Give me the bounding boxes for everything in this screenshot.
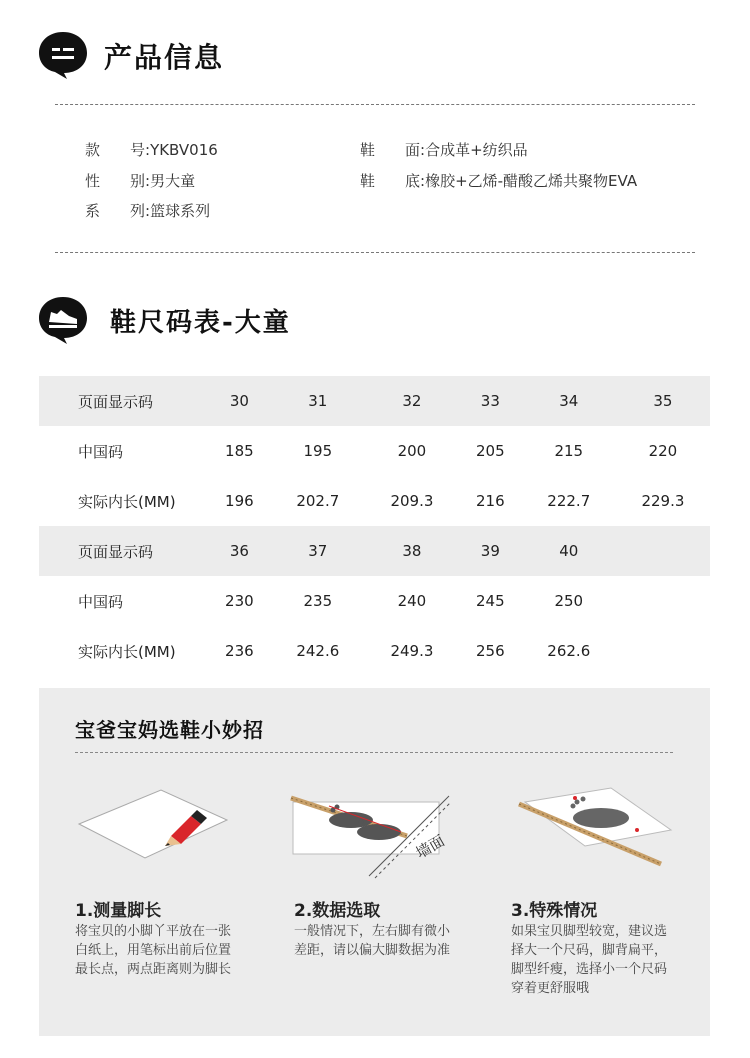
table-row: 中国码 185 195 200 205 215 220 <box>78 442 678 461</box>
table-row: 实际内长(MM) 236 242.6 249.3 256 262.6 <box>78 642 591 661</box>
shoe-bubble-icon <box>37 295 89 345</box>
foot-ruler-illustration <box>515 784 675 874</box>
size-chart-title: 鞋尺码表-大童 <box>110 308 291 338</box>
tips-panel <box>39 688 710 1036</box>
table-row: 页面显示码 30 31 32 33 34 35 <box>39 376 710 426</box>
chat-bubble-icon <box>37 30 89 80</box>
info-series: 系 列:篮球系列 <box>85 202 211 220</box>
divider <box>55 252 695 253</box>
info-sole: 鞋 底:橡胶+乙烯-醋酸乙烯共聚物EVA <box>360 172 638 190</box>
tip-2-text: 一般情况下，左右脚有微小差距，请以偏大脚数据为准 <box>294 924 451 958</box>
divider <box>55 104 695 105</box>
product-info-title: 产品信息 <box>104 41 225 74</box>
wall-label: 墙面 <box>412 831 448 863</box>
paper-pencil-illustration <box>75 784 235 874</box>
tip-2-title: 2.数据选取 <box>294 901 381 921</box>
tip-3-title: 3.特殊情况 <box>511 901 598 921</box>
size-table <box>39 376 710 676</box>
divider <box>75 752 673 753</box>
info-upper: 鞋 面:合成革+纺织品 <box>360 141 528 159</box>
tip-1-title: 1.测量脚长 <box>75 901 162 921</box>
tips-title: 宝爸宝妈选鞋小妙招 <box>75 718 264 742</box>
tip-3-text: 如果宝贝脚型较宽，建议选择大一个尺码，脚背扁平，脚型纤瘦，选择小一个尺码穿着更舒服哦 <box>511 924 668 996</box>
table-row: 中国码 230 235 240 245 250 <box>78 592 584 611</box>
table-row: 实际内长(MM) 196 202.7 209.3 216 222.7 229.3 <box>78 492 685 511</box>
info-gender: 性 别:男大童 <box>85 172 196 190</box>
info-style-no: 款 号:YKBV016 <box>85 141 218 159</box>
tip-1-text: 将宝贝的小脚丫平放在一张白纸上，用笔标出前后位置最长点，两点距离则为脚长 <box>75 924 232 977</box>
table-row: 页面显示码 36 37 38 39 40 <box>39 526 710 576</box>
